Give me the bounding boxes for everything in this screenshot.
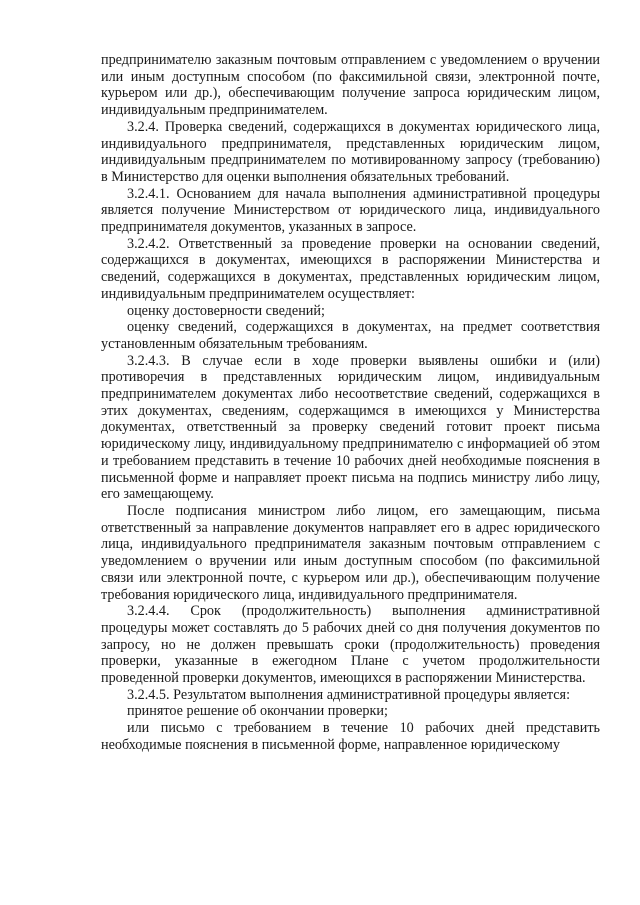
paragraph-3-2-4: 3.2.4. Проверка сведений, содержащихся в документах юридического лица, индивидуального предпринимателя, представленных юридическим лицом, индивидуальным предпринимателем по мотивированному запросу (требованию) в Министерство для оценки выполнения обязательных требований. bbox=[101, 118, 600, 185]
document-page bbox=[101, 52, 600, 754]
list-item-letter: или письмо с требованием в течение 10 рабочих дней представить необходимые пояснения в письменной форме, направленное юридическому bbox=[101, 720, 600, 753]
paragraph-3-2-4-3: 3.2.4.3. В случае если в ходе проверки выявлены ошибки и (или) противоречия в представленных юридическим лицом, индивидуальным предпринимателем документах либо несоответствие сведений, содержащихся в этих документах, сведениям, содержащимся в имеющихся у Министерства документах, ответственный за проверку сведений готовит проект письма юридическому лицу, индивидуальному предпринимателю с информацией об этом и требованием представить в течение 10 рабочих дней необходимые пояснения в письменной форме и направляет проект письма на подпись министру либо лицу, его замещающему. bbox=[101, 352, 600, 503]
list-item-compliance: оценку сведений, содержащихся в документах, на предмет соответствия установленным обязательным требованиям. bbox=[101, 319, 600, 352]
paragraph-delivery-tail: предпринимателю заказным почтовым отправлением с уведомлением о вручении или иным доступным способом (по факсимильной связи, электронной почте, курьером или др.), обеспечивающим получение запроса юридическим лицом, индивидуальным предпринимателем. bbox=[101, 52, 600, 119]
paragraph-3-2-4-4: 3.2.4.4. Срок (продолжительность) выполнения административной процедуры может составлять до 5 рабочих дней со дня получения документов по запросу, но не должен превышать сроки (продолжительность) проведения проверки, указанные в ежегодном Плане с учетом продолжительности проведенной проверки документов, имеющихся в распоряжении Министерства. bbox=[101, 603, 600, 687]
paragraph-3-2-4-1: 3.2.4.1. Основанием для начала выполнения административной процедуры является получение Министерством от юридического лица, индивидуального предпринимателя документов, указанных в запросе. bbox=[101, 185, 600, 236]
paragraph-3-2-4-5: 3.2.4.5. Результатом выполнения административной процедуры является: bbox=[127, 686, 571, 703]
list-item-decision: принятое решение об окончании проверки; bbox=[127, 703, 388, 720]
list-item-reliability: оценку достоверности сведений; bbox=[127, 302, 325, 319]
paragraph-3-2-4-2: 3.2.4.2. Ответственный за проведение проверки на основании сведений, содержащихся в документах, имеющихся в распоряжении Министерства и сведений, содержащихся в документах, представленных юридическим лицом, индивидуальным предпринимателем осуществляет: bbox=[101, 235, 600, 302]
paragraph-after-signing: После подписания министром либо лицом, его замещающим, письма ответственный за направление документов направляет его в адрес юридического лица, индивидуального предпринимателя заказным почтовым отправлением с уведомлением о вручении или иным доступным способом (по факсимильной связи или электронной почте, с курьером или др.), обеспечивающим получение требования юридического лица, индивидуального предпринимателя. bbox=[101, 502, 600, 603]
